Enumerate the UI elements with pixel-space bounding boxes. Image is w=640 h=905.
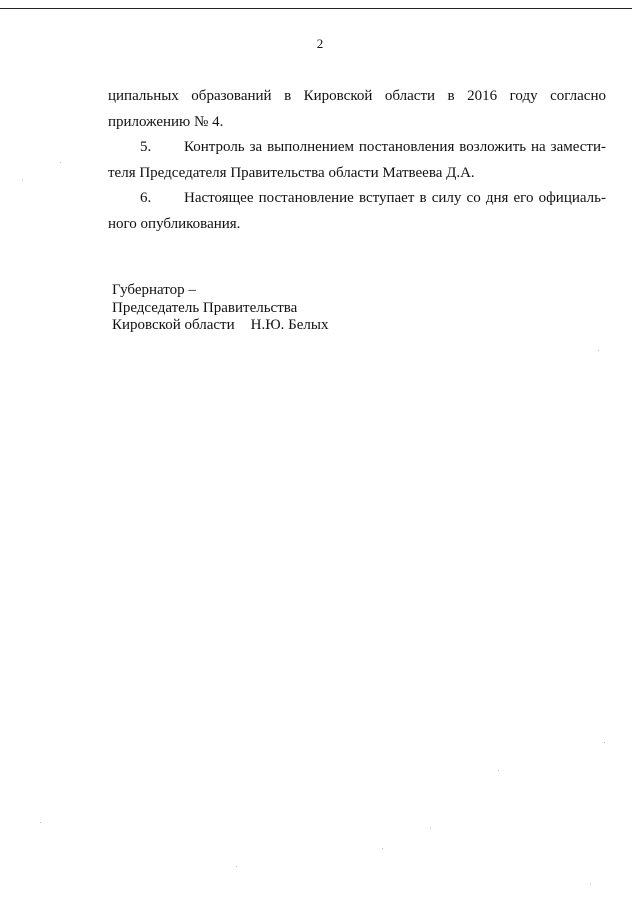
paragraph-continuation-line-2: приложению № 4. (108, 113, 224, 130)
paragraph-continuation-line-1: ципальных образований в Кировской области в 2016 году согласно (108, 88, 606, 104)
paragraph-6-line-2: ного опубликования. (108, 215, 241, 232)
signature-title-1: Губернатор – (112, 282, 196, 298)
page-number: 2 (316, 36, 324, 51)
signature-region: Кировской области (112, 317, 235, 333)
paragraph-6-line-1 (108, 186, 606, 212)
paragraph-5-number: 5. (140, 139, 152, 155)
paragraph-5-text-1: Контроль за выполнением постановления возложить на замести- (184, 139, 606, 155)
signature-title-2: Председатель Правительства (112, 299, 298, 316)
scan-speck (604, 742, 605, 743)
paragraph-5-line-1 (108, 135, 606, 161)
scan-speck (60, 162, 61, 163)
document-body (108, 84, 606, 237)
paragraph-6-text-1: Настоящее постановление вступает в силу со дня его официаль- (184, 190, 606, 206)
scan-speck (382, 848, 383, 849)
scan-speck (40, 822, 41, 823)
scan-speck (236, 866, 237, 867)
paragraph-5-line-2: теля Председателя Правительства области Матвеева Д.А. (108, 164, 475, 181)
scan-speck (590, 884, 591, 885)
scan-speck (598, 350, 599, 351)
paragraph-6-number: 6. (140, 190, 152, 206)
scan-speck (430, 828, 431, 829)
signature-block (112, 282, 328, 335)
signature-name: Н.Ю. Белых (250, 317, 329, 333)
signature-title-3 (112, 317, 328, 335)
top-rule (0, 8, 632, 9)
scan-speck (498, 770, 499, 771)
scan-speck (22, 180, 23, 181)
